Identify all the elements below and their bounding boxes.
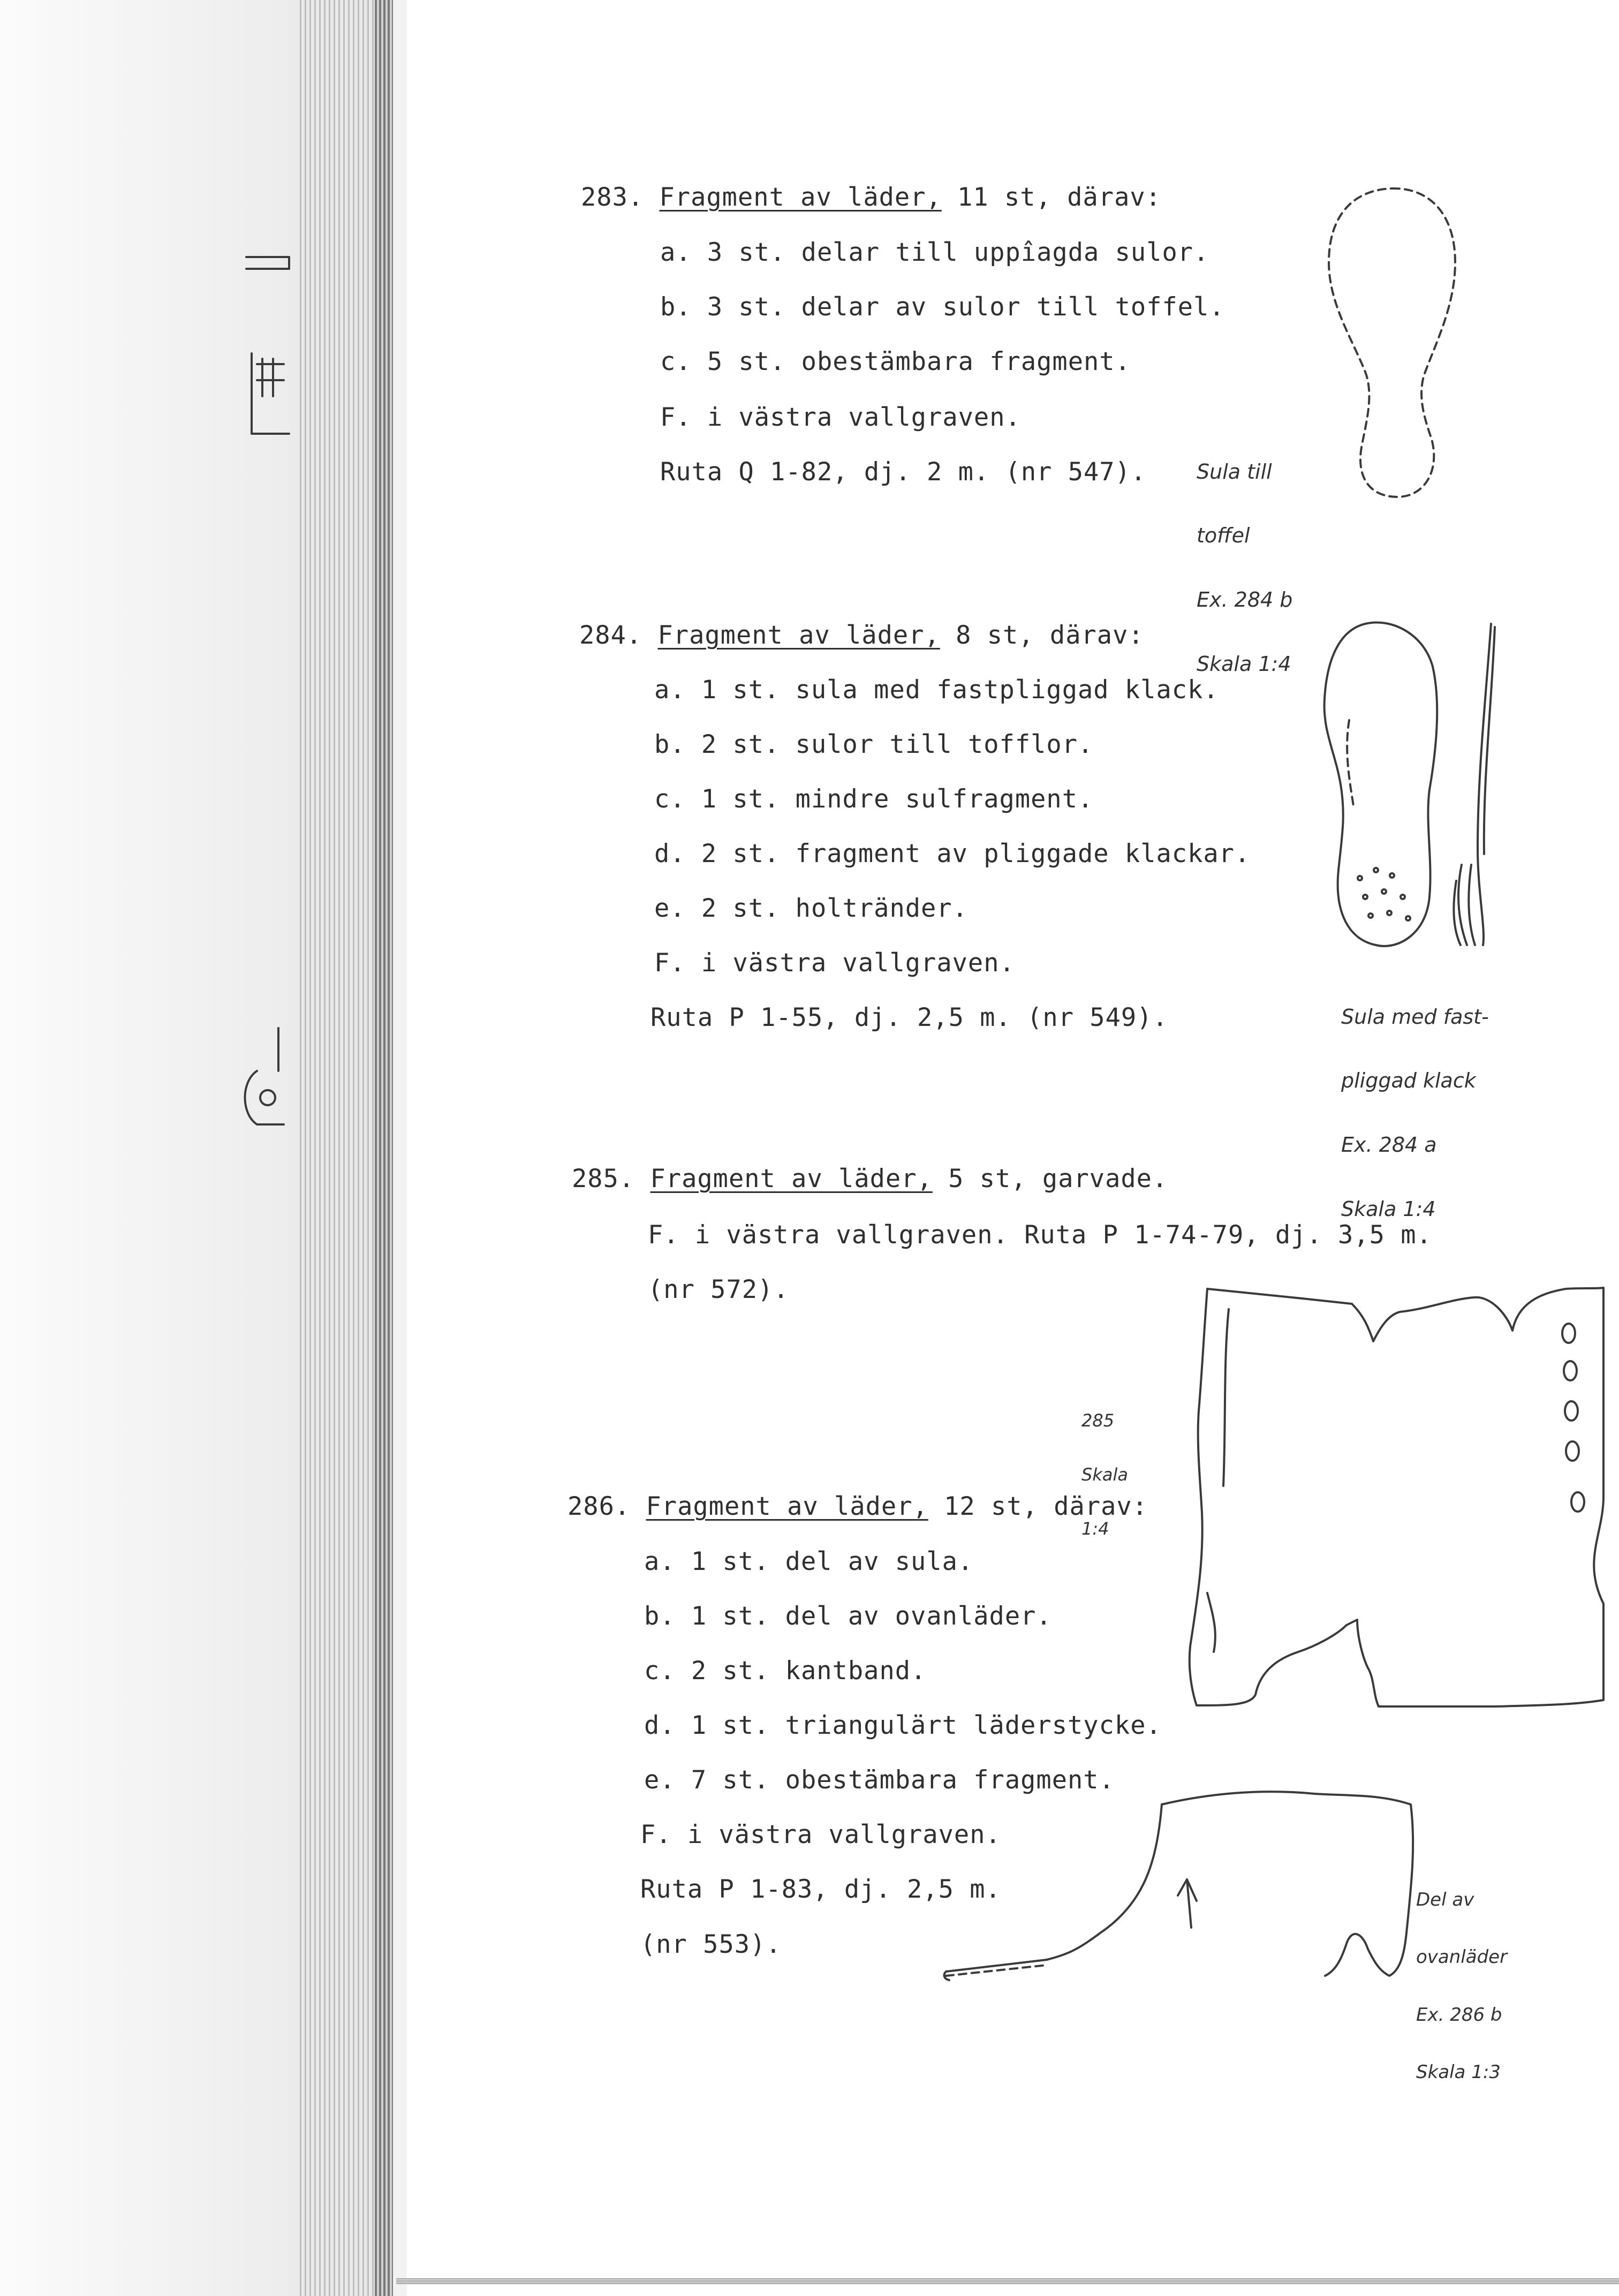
entry-title: Fragment av läder, (646, 1492, 928, 1521)
find-place: F. i västra vallgraven. (640, 1820, 1001, 1849)
entry-title: Fragment av läder, (659, 183, 942, 212)
stitch-holes (1562, 1324, 1584, 1512)
find-number: (nr 553). (640, 1930, 782, 1959)
sole-sketch-283 (1317, 182, 1467, 503)
item-b: b. 3 st. delar av sulor till toffel. (660, 292, 1225, 322)
caption-284: Sula med fast- pliggad klack Ex. 284 a Skala 1:4 (1341, 1004, 1489, 1221)
item-a: a. 3 st. delar till uppîagda sulor. (660, 238, 1209, 267)
entry-title: Fragment av läder, (657, 621, 940, 650)
entry-number: 286. (568, 1492, 631, 1521)
item-a: a. 1 st. sula med fastpliggad klack. (654, 675, 1219, 705)
item-b: b. 1 st. del av ovanläder. (644, 1602, 1052, 1631)
location: Ruta Q 1-82, dj. 2 m. (nr 547). (660, 457, 1147, 487)
entry-number: 284. (579, 621, 642, 650)
location: Ruta P 1-55, dj. 2,5 m. (nr 549). (650, 1003, 1168, 1032)
leather-fragment-285 (1175, 1282, 1603, 1721)
item-c: c. 1 st. mindre sulfragment. (654, 784, 1094, 814)
find-place-location: F. i västra vallgraven. Ruta P 1-74-79, dj. 3,5 m. (648, 1220, 1432, 1250)
margin-marks (225, 236, 300, 1157)
caption-285: 285 Skala 1:4 (1081, 1410, 1128, 1539)
entry-title: Fragment av läder, (650, 1164, 933, 1194)
heel-nail-dots (1358, 868, 1410, 920)
item-c: c. 2 st. kantband. (644, 1656, 927, 1686)
item-e: e. 7 st. obestämbara fragment. (644, 1765, 1115, 1795)
item-b: b. 2 st. sulor till tofflor. (654, 730, 1094, 759)
find-place: F. i västra vallgraven. (660, 403, 1021, 432)
item-e: e. 2 st. holtränder. (654, 894, 968, 923)
entry-number: 285. (572, 1164, 635, 1194)
upper-leather-sketch-286 (940, 1772, 1421, 1992)
item-d: d. 2 st. fragment av pliggade klackar. (654, 839, 1251, 868)
entry-count: 12 st, därav: (928, 1492, 1148, 1521)
location: Ruta P 1-83, dj. 2,5 m. (640, 1875, 1001, 1904)
find-number: (nr 572). (648, 1275, 789, 1304)
caption-283: Sula till toffel Ex. 284 b Skala 1:4 (1197, 459, 1293, 676)
entry-count: 11 st, därav: (941, 183, 1161, 212)
caption-286: Del av ovanläder Ex. 286 b Skala 1:3 (1416, 1889, 1508, 2083)
find-place: F. i västra vallgraven. (654, 948, 1015, 978)
entry-count: 5 st, garvade. (932, 1164, 1168, 1194)
item-a: a. 1 st. del av sula. (644, 1547, 974, 1576)
item-d: d. 1 st. triangulärt läderstycke. (644, 1711, 1162, 1740)
sole-sketch-284 (1301, 613, 1504, 956)
item-c: c. 5 st. obestämbara fragment. (660, 347, 1131, 376)
entry-count: 8 st, därav: (940, 621, 1144, 650)
entry-number: 283. (581, 183, 644, 212)
